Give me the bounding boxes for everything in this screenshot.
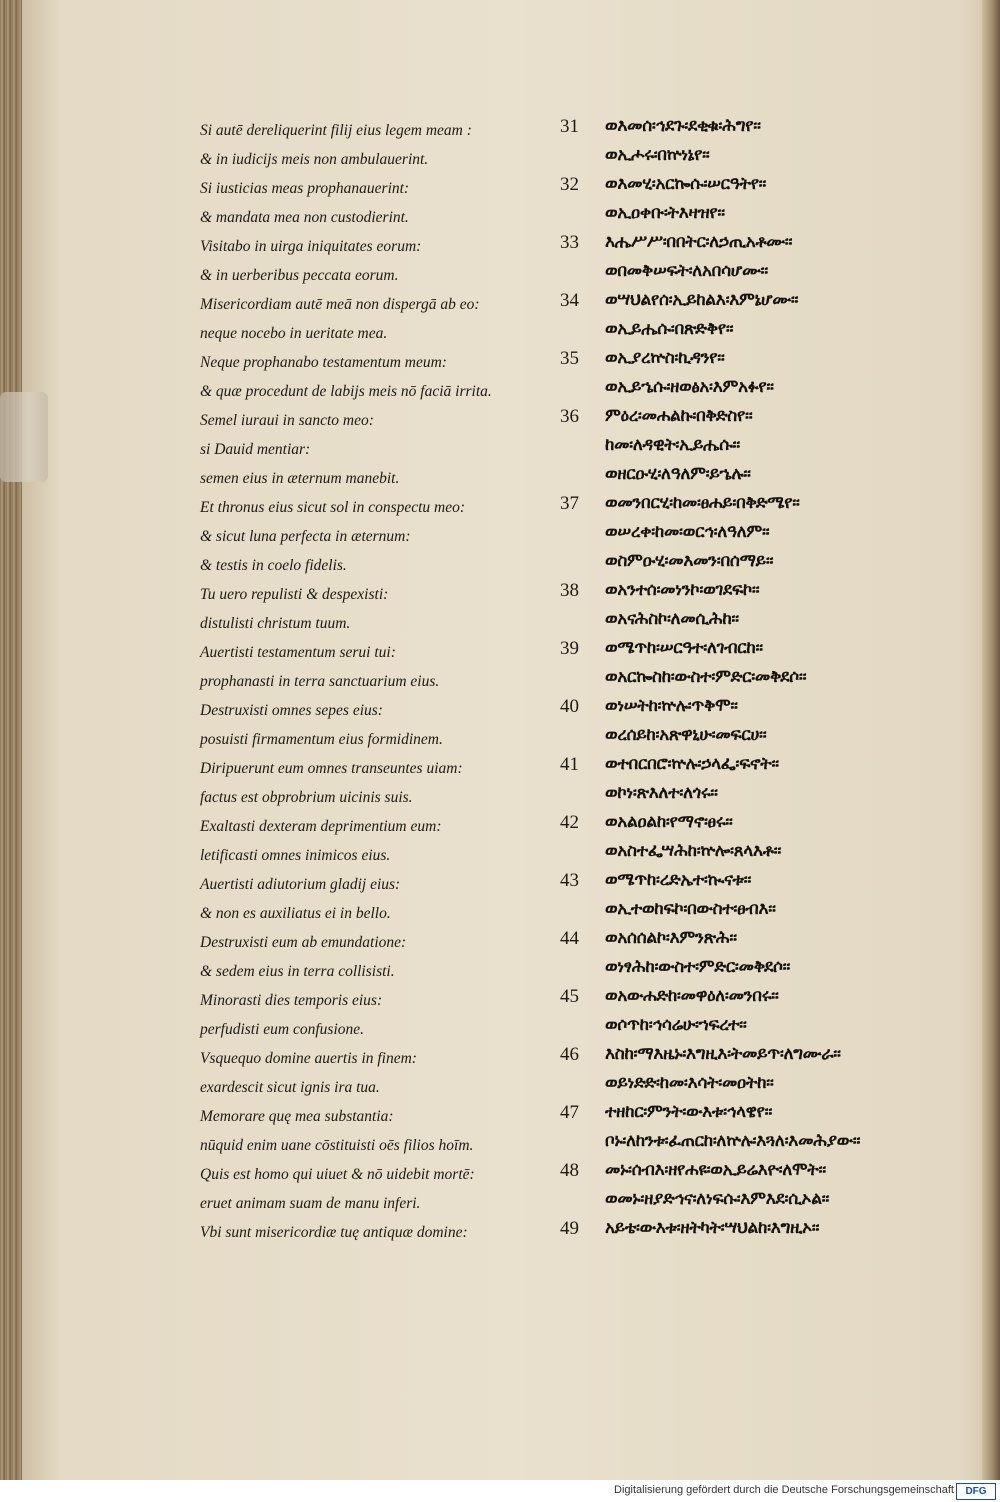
ethiopic-line: ወሠረቀ፡ከመ፡ወርኅ፡ለዓለም፡፡ [605,522,770,542]
verse-number: 39 [560,638,579,659]
ethiopic-line: ወአሰሰልኮ፡እምንጽሕ፡፡ [605,928,737,948]
latin-line: & testis in coelo fidelis. [200,557,347,574]
ethiopic-line: ወበመቅሠፍት፡ለአበሳሆሙ፡፡ [605,261,768,281]
verse-number: 31 [560,116,579,137]
footer-bar [0,1480,1000,1502]
funding-notice: Digitalisierung gefördert durch die Deutsche Forschungsgemeinschaft [614,1484,954,1496]
verse-number: 37 [560,493,579,514]
ethiopic-line: ወአውሐድከ፡መዋዕለ፡መንበሩ፡፡ [605,986,779,1006]
ethiopic-line: ወኢያረኵስ፡ኪዳንየ፡፡ [605,348,725,368]
latin-line: & sedem eius in terra collisisti. [200,963,395,980]
verse-block [560,576,1000,634]
latin-line: Memorare quę mea substantia: [200,1108,394,1125]
ethiopic-line: ወአንተሰ፡መነንኮ፡ወገደፍኮ፡፡ [605,580,760,600]
latin-line: & quæ procedunt de labijs meis nō faciā irrita. [200,383,492,400]
latin-line: Misericordiam autē meā non dispergā ab eo: [200,296,480,313]
verse-block [560,402,1000,489]
ethiopic-line: እስከ፡ማእዜኑ፡እግዚእ፡ትመይጥ፡ለግሙራ፡፡ [605,1044,841,1064]
verse-number: 43 [560,870,579,891]
ethiopic-line: ወስምዑሂ፡መእመን፡በሰማይ፡፡ [605,551,774,571]
ethiopic-line: ወሜጥከ፡ረድኤተ፡ኲናቱ፡፡ [605,870,752,890]
verse-number: 33 [560,232,579,253]
latin-line: Vsquequo domine auertis in finem: [200,1050,417,1067]
ethiopic-line: አይቴ፡ውእቱ፡ዘትካት፡ሣህልከ፡እግዚኦ፡፡ [605,1218,820,1238]
verse-block [560,286,1000,344]
verse-block [560,634,1000,692]
verse-block [560,1098,1000,1156]
verse-number: 41 [560,754,579,775]
latin-line: eruet animam suam de manu inferi. [200,1195,421,1212]
ethiopic-line: ምዕረ፡መሐልኩ፡በቅድስየ፡፡ [605,406,753,426]
verse-block [560,1040,1000,1098]
verse-number: 34 [560,290,579,311]
latin-column [200,116,540,1247]
latin-line: & in uerberibus peccata eorum. [200,267,399,284]
verse-block [560,1214,1000,1243]
latin-line: perfudisti eum confusione. [200,1021,365,1038]
ethiopic-line: ወእመሰ፡ኅደጉ፡ደቂቁ፡ሕግየ፡፡ [605,116,761,136]
verse-number: 40 [560,696,579,717]
latin-line: Et thronus eius sicut sol in conspectu meo: [200,499,466,516]
ethiopic-line: ወእመሂ፡አርኰሱ፡ሠርዓትየ፡፡ [605,174,767,194]
verse-number: 49 [560,1218,579,1239]
latin-line: Auertisti testamentum serui tui: [200,644,396,661]
latin-line: & in iudicijs meis non ambulauerint. [200,151,429,168]
ethiopic-line: ወመንበርሂ፡ከመ፡ፀሐይ፡በቅድሜየ፡፡ [605,493,800,513]
ethiopic-line: ወኢይኄሱ፡ዘወፅአ፡እምአፉየ፡፡ [605,377,774,397]
verse-number: 36 [560,406,579,427]
ethiopic-line: መኑ፡ሰብእ፡ዘየሐዩ፡ወኢይሬእዮ፡ለሞት፡፡ [605,1160,826,1180]
ethiopic-line: ከመ፡ለዳዊት፡ኢይሔሱ፡፡ [605,435,740,455]
ethiopic-line: ወኢዐቀቡ፡ትእዛዝየ፡፡ [605,203,725,223]
latin-line: posuisti firmamentum eius formidinem. [200,731,443,748]
verse-number: 32 [560,174,579,195]
verse-block [560,808,1000,866]
verse-block [560,692,1000,750]
latin-line: nūquid enim uane cōstituisti oēs filios hoīm. [200,1137,474,1154]
latin-line: Semel iuraui in sancto meo: [200,412,374,429]
verse-block [560,1156,1000,1214]
latin-line: Visitabo in uirga iniquitates eorum: [200,238,422,255]
verse-block [560,924,1000,982]
latin-line: distulisti christum tuum. [200,615,351,632]
verse-block [560,344,1000,402]
latin-line: Si iusticias meas prophanauerint: [200,180,410,197]
latin-line: Diripuerunt eum omnes transeuntes uiam: [200,760,463,777]
latin-line: Exaltasti dexteram deprimentium eum: [200,818,442,835]
verse-block [560,489,1000,576]
ethiopic-column [560,112,1000,1243]
ethiopic-line: ወኢይሔሱ፡በጽድቅየ፡፡ [605,319,734,339]
verse-block [560,750,1000,808]
latin-line: & sicut luna perfecta in æternum: [200,528,411,545]
verse-number: 46 [560,1044,579,1065]
latin-line: letificasti omnes inimicos eius. [200,847,391,864]
ethiopic-line: ወአልዐልከ፡የማኖ፡ፀሩ፡፡ [605,812,733,832]
ethiopic-line: ወመኑ፡ዘያድኅና፡ለነፍሱ፡እምእደ፡ሲኦል፡፡ [605,1189,830,1209]
latin-line: factus est obprobrium uicinis suis. [200,789,413,806]
ethiopic-line: ተዘከር፡ምንት፡ውእቱ፡ኅላዌየ፡፡ [605,1102,773,1122]
ethiopic-line: ወነሠትከ፡ኵሉ፡ጥቅሞ፡፡ [605,696,738,716]
latin-line: Si autē dereliquerint filij eius legem meam : [200,122,472,139]
verse-number: 47 [560,1102,579,1123]
latin-line: semen eius in æternum manebit. [200,470,400,487]
ethiopic-line: ቦኑ፡ለከንቱ፡ፈጠርከ፡ለኵሉ፡እጓለ፡እመሕያው፡፡ [605,1131,861,1151]
latin-line: & mandata mea non custodierint. [200,209,409,226]
latin-line: neque nocebo in ueritate mea. [200,325,388,342]
ethiopic-line: ወተበርበሮ፡ኵሉ፡ኃላፌ፡ፍኖት፡፡ [605,754,779,774]
page-stack-left-edge [0,0,22,1480]
verse-block [560,170,1000,228]
ethiopic-line: ወአስተፌሣሕከ፡ኵሎ፡ጸላእቶ፡፡ [605,841,782,861]
verse-number: 38 [560,580,579,601]
clasp-tab [0,392,48,482]
ethiopic-line: ወኢተወከፍኮ፡በውስተ፡ፀብእ፡፡ [605,899,776,919]
ethiopic-line: ወአናሕስኮ፡ለመሲሕከ፡፡ [605,609,739,629]
verse-number: 44 [560,928,579,949]
latin-line: Destruxisti eum ab emundatione: [200,934,407,951]
latin-line: prophanasti in terra sanctuarium eius. [200,673,440,690]
ethiopic-line: ወሶጥከ፡ኅሳሬሁ፡ኀፍረተ፡፡ [605,1015,747,1035]
latin-line: Quis est homo qui uiuet & nō uidebit mortē: [200,1166,475,1183]
ethiopic-line: ወኮነ፡ጽእለተ፡ለጎሩ፡፡ [605,783,718,803]
verse-number: 35 [560,348,579,369]
ethiopic-line: ወኢሖሩ፡በኵነኔየ፡፡ [605,145,710,165]
verse-block [560,866,1000,924]
latin-line: Minorasti dies temporis eius: [200,992,383,1009]
ethiopic-line: ወሣህልየሰ፡ኢይከልእ፡እምኔሆሙ፡፡ [605,290,799,310]
ethiopic-line: እሔሥሥ፡በበትር፡ለኃጢአቶሙ፡፡ [605,232,793,252]
verse-block [560,228,1000,286]
verse-block [560,112,1000,170]
verse-number: 45 [560,986,579,1007]
latin-line: Neque prophanabo testamentum meum: [200,354,447,371]
latin-line: Destruxisti omnes sepes eius: [200,702,383,719]
verse-number: 42 [560,812,579,833]
latin-line: & non es auxiliatus ei in bello. [200,905,391,922]
dfg-logo: DFG [956,1483,996,1500]
ethiopic-line: ወሜጥከ፡ሠርዓተ፡ለገብርከ፡፡ [605,638,763,658]
ethiopic-line: ወረሰይከ፡አጽዋኒሁ፡መፍርሀ፡፡ [605,725,767,745]
latin-line: si Dauid mentiar: [200,441,311,458]
ethiopic-line: ወአርኰስከ፡ውስተ፡ምድር፡መቅደሶ፡፡ [605,667,807,687]
verse-block [560,982,1000,1040]
latin-line: Vbi sunt misericordiæ tuę antiquæ domine: [200,1224,468,1241]
ethiopic-line: ወዘርዑሂ፡ለዓለም፡ይኄሉ፡፡ [605,464,751,484]
latin-line: Auertisti adiutorium gladij eius: [200,876,401,893]
ethiopic-line: ወይነድድ፡ከመ፡እሳት፡መዐትከ፡፡ [605,1073,774,1093]
ethiopic-line: ወነፃሕከ፡ውስተ፡ምድር፡መቅደሶ፡፡ [605,957,791,977]
latin-line: exardescit sicut ignis ira tua. [200,1079,380,1096]
latin-line: Tu uero repulisti & despexisti: [200,586,389,603]
verse-number: 48 [560,1160,579,1181]
